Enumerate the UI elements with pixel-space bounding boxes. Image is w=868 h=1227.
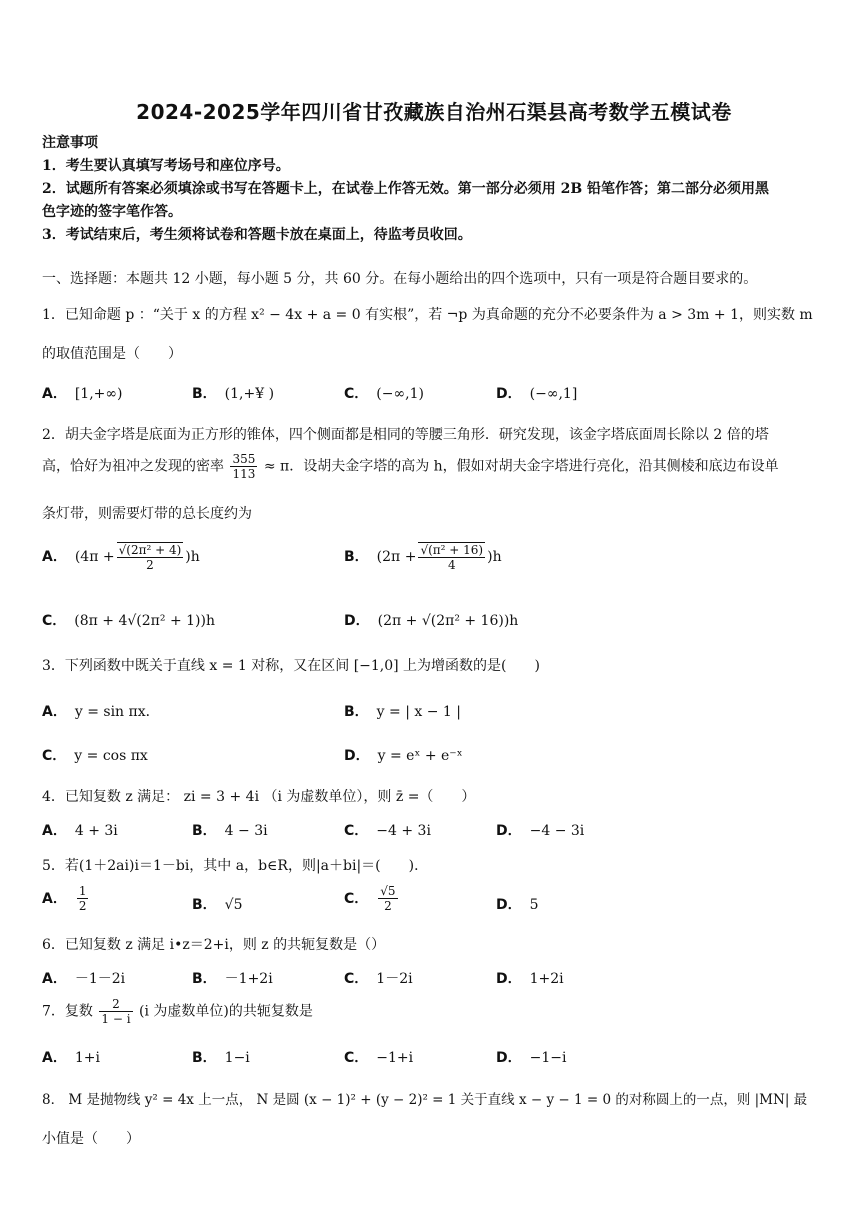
q6-option-d: D． 1+2i [496,971,564,987]
q6-option-b: B． －1+2i [192,971,273,987]
q7-option-c: C． −1+i [344,1050,414,1066]
question-2-stem: 2．胡夫金字塔是底面为正方形的锥体，四个侧面都是相同的等腰三角形．研究发现，该金字塔底面周长除以 2 倍的塔 [42,427,769,443]
q4-option-b: B． 4 − 3i [192,823,268,839]
q2-option-c: C． (8π + 4√(2π² + 1))h [42,613,215,629]
q1-option-b: B． (1,+¥ ) [192,386,275,402]
note-2-cont: 色字迹的签字笔作答。 [42,204,182,220]
q2-option-a: A． (4π + $\frac{\text{√(2π² + 4)}}{2}$ )h [42,543,200,572]
q6-option-a: A． －1－2i [42,971,126,987]
question-3-stem: 3．下列函数中既关于直线 x = 1 对称，又在区间 [−1,0] 上为增函数的是( ) [42,658,540,674]
question-5-stem: 5．若(1＋2ai)i＝1－bi，其中 a，b∈R，则|a＋bi|＝( )． [42,858,429,874]
question-8-stem-cont: 小值是（ ） [42,1131,140,1147]
q3-option-b: B． y = | x − 1 | [344,704,461,720]
q7-option-d: D． −1−i [496,1050,567,1066]
q5-option-b: B． √5 [192,897,243,913]
q4-option-a: A． 4 + 3i [42,823,118,839]
question-2-stem-cont: 高，恰好为祖冲之发现的密率 $\frac{355}{113}$ ≈ π．设胡夫金字塔的高为 h，假如对胡夫金字塔进行亮化，沿其侧棱和底边布设单 [42,452,779,481]
q4-option-d: D． −4 − 3i [496,823,585,839]
section-heading: 一、选择题：本题共 12 小题，每小题 5 分，共 60 分。在每小题给出的四个选项中，只有一项是符合题目要求的。 [42,271,758,287]
note-2: 2．试题所有答案必须填涂或书写在答题卡上，在试卷上作答无效。第一部分必须用 2B 铅笔作答；第二部分必须用黑 [42,181,770,197]
q1-option-d: D． (−∞,1] [496,386,578,402]
q3-option-c: C． y = cos πx [42,748,148,764]
page-title: 2024-2025学年四川省甘孜藏族自治州石渠县高考数学五模试卷 [136,100,732,124]
note-3: 3．考试结束后，考生须将试卷和答题卡放在桌面上，待监考员收回。 [42,227,472,243]
question-7-stem: 7．复数 $\frac{2}{1 - i}$ (i 为虚数单位)的共轭复数是 [42,997,313,1026]
q7-option-a: A． 1+i [42,1050,100,1066]
question-2-stem-end: 条灯带，则需要灯带的总长度约为 [42,506,252,522]
q4-option-c: C． −4 + 3i [344,823,431,839]
question-1-stem: 1．已知命题 p ：“关于 x 的方程 x² − 4x + a = 0 有实根”，若 ¬p 为真命题的充分不必要条件为 a > 3m + 1，则实数 m [42,307,813,323]
q1-option-c: C． (−∞,1) [344,386,424,402]
ratio-fraction: $\frac{355}{113}$ [232,452,256,481]
q1-option-a: A． [1,+∞) [42,386,123,402]
q3-option-a: A． y = sin πx． [42,704,160,720]
q6-option-c: C． 1－2i [344,971,413,987]
q3-option-d: D． y = eˣ + e⁻ˣ [344,748,463,764]
question-1-stem-cont: 的取值范围是（ ） [42,346,182,362]
question-8-stem: 8． M 是抛物线 y² = 4x 上一点， N 是圆 (x − 1)² + (y − 2)² = 1 关于直线 x − y − 1 = 0 的对称圆上的一点，则 |MN| 最 [42,1092,808,1108]
q2-option-b: B． (2π + $\frac{\text{√(π² + 16)}}{4}$ )h [344,543,502,572]
q7-option-b: B． 1−i [192,1050,250,1066]
q5-option-c: C． $\frac{√5}{2}$ [344,884,396,913]
note-1: 1．考生要认真填写考场号和座位序号。 [42,158,290,174]
question-6-stem: 6．已知复数 z 满足 i•z＝2+i，则 z 的共轭复数是（） [42,937,386,953]
q5-option-a: A． $\frac{1}{2}$ [42,884,87,913]
notes-heading: 注意事项 [42,135,98,151]
question-4-stem: 4．已知复数 z 满足： zi = 3 + 4i （i 为虚数单位），则 z̄ =（ ） [42,789,476,805]
q5-option-d: D． 5 [496,897,539,913]
q2-option-d: D． (2π + √(2π² + 16))h [344,613,519,629]
